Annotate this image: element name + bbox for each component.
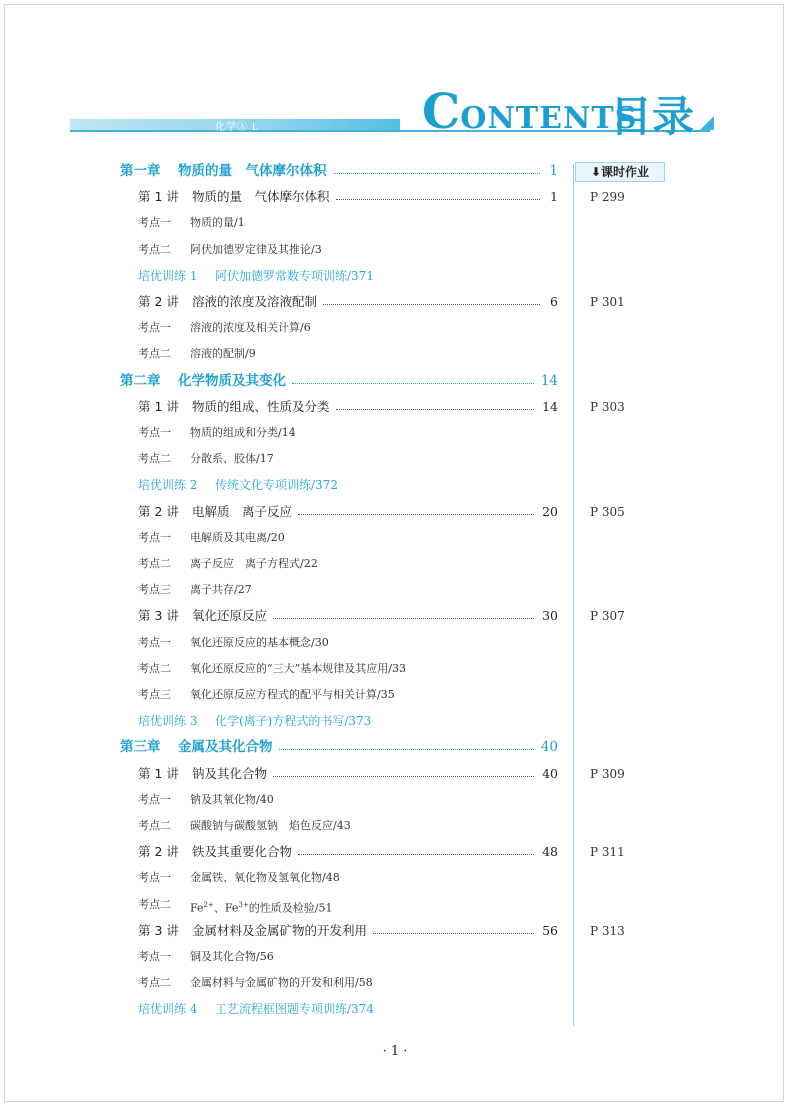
toc-label: 考点一 — [138, 321, 171, 335]
toc-row-train — [0, 998, 790, 1020]
toc-row-train — [0, 710, 790, 732]
toc-row-chapter — [0, 370, 790, 392]
toc-page-number: 1 — [550, 189, 558, 205]
toc-title: 阿伏加德罗常数专项训练/371 — [215, 268, 374, 283]
toc-row-train — [0, 474, 790, 496]
toc-label: 第 1 讲 — [138, 398, 179, 414]
ion-symbol: 、Fe — [213, 901, 239, 915]
toc-title: 金属材料及金属矿物的开发利用 — [192, 922, 368, 938]
ion-charge: 3+ — [238, 900, 249, 909]
homework-page: P 301 — [590, 295, 625, 309]
toc-row-kp — [0, 789, 790, 811]
toc-page-number: 40 — [542, 765, 558, 781]
toc-title: 溶液的浓度及溶液配制 — [192, 294, 318, 309]
toc-row-lesson — [0, 841, 790, 863]
toc-label: 培优训练 3 — [138, 714, 198, 729]
toc-label: 第 1 讲 — [138, 189, 179, 205]
toc-page-number: 14 — [542, 398, 558, 414]
toc-title: 物质的量 气体摩尔体积 — [178, 163, 327, 179]
toc-label: 第二章 — [120, 372, 161, 389]
toc-title: 物质的组成、性质及分类 — [192, 398, 330, 414]
dot-leader — [292, 383, 534, 384]
toc-title: 钠及其氧化物/40 — [190, 792, 274, 806]
toc-page-number: 30 — [542, 608, 558, 624]
toc-label: 培优训练 1 — [138, 268, 198, 283]
ion-symbol: Fe — [190, 901, 204, 915]
toc-row-kp — [0, 684, 790, 706]
page-number: · 1 · — [382, 1044, 408, 1059]
toc-label: 第 2 讲 — [138, 844, 179, 860]
toc-row-kp — [0, 422, 790, 444]
toc-title: 物质的组成和分类/14 — [190, 426, 296, 439]
toc-row-lesson — [0, 920, 790, 942]
dot-leader — [336, 199, 540, 200]
toc-title: 化学(离子)方程式的书写/373 — [215, 714, 372, 729]
contents-rest: ONTENTS — [460, 101, 638, 136]
dot-leader — [273, 776, 534, 777]
toc-row-kp — [0, 448, 790, 470]
toc-title: 阿伏加德罗定律及其推论/3 — [190, 242, 322, 256]
toc-page-number: 20 — [542, 503, 558, 519]
toc-row-chapter — [0, 736, 790, 758]
toc-row-kp — [0, 527, 790, 549]
toc-label: 第 3 讲 — [138, 922, 179, 938]
homework-page: P 303 — [590, 399, 625, 414]
toc-label: 考点二 — [138, 819, 171, 832]
toc-row-kp — [0, 212, 790, 234]
homework-page: P 307 — [590, 609, 625, 624]
toc-page-number: 56 — [542, 922, 558, 938]
toc-row-kp — [0, 343, 790, 365]
toc-label: 考点二 — [138, 347, 171, 361]
toc-row-lesson — [0, 763, 790, 785]
toc-row-kp — [0, 946, 790, 968]
toc-label: 第一章 — [120, 163, 161, 179]
toc-title: 电解质 离子反应 — [192, 503, 293, 519]
toc-row-train — [0, 265, 790, 287]
dot-leader — [323, 304, 540, 305]
toc-title: 氧化还原反应的“三大”基本规律及其应用/33 — [190, 661, 406, 675]
toc-label: 考点三 — [138, 688, 171, 701]
dot-leader — [298, 514, 534, 515]
toc-title: 金属材料与金属矿物的开发和利用/58 — [190, 976, 373, 990]
toc-row-lesson — [0, 291, 790, 313]
dot-leader — [273, 618, 534, 619]
toc-row-kp — [0, 867, 790, 889]
toc-page-number: 14 — [540, 372, 558, 389]
toc-title: 物质的量/1 — [190, 216, 245, 230]
toc-label: 考点一 — [138, 530, 171, 544]
toc-title: 氧化还原反应的基本概念/30 — [190, 635, 329, 649]
homework-page: P 299 — [590, 190, 625, 205]
toc-title: 离子反应 离子方程式/22 — [190, 557, 318, 570]
toc-title: 溶液的浓度及相关计算/6 — [190, 321, 311, 335]
toc-title — [190, 894, 332, 920]
toc-row-kp — [0, 894, 790, 916]
ion-charge: 2+ — [203, 900, 214, 909]
toc-title: 铁及其重要化合物 — [192, 844, 293, 860]
toc-row-lesson — [0, 501, 790, 523]
toc-page-number: 6 — [550, 294, 558, 309]
toc-row-chapter — [0, 160, 790, 182]
toc-row-kp — [0, 553, 790, 575]
toc-label: 考点二 — [138, 242, 171, 256]
toc-row-kp — [0, 579, 790, 601]
toc-label: 考点一 — [138, 792, 171, 806]
toc-title: 传统文化专项训练/372 — [215, 478, 338, 493]
toc-title: 钠及其化合物 — [192, 765, 268, 781]
toc-title: 化学物质及其变化 — [178, 372, 286, 389]
toc-row-kp — [0, 632, 790, 654]
toc-label: 第 1 讲 — [138, 765, 179, 781]
toc-label: 考点一 — [138, 871, 171, 885]
toc-label: 第三章 — [120, 739, 161, 756]
toc-label: 考点一 — [138, 426, 171, 439]
toc-label: 第 2 讲 — [138, 294, 179, 309]
toc-row-kp — [0, 972, 790, 994]
toc-row-kp — [0, 239, 790, 261]
toc-row-kp — [0, 317, 790, 339]
toc-title: 氧化还原反应 — [192, 608, 268, 624]
toc-title: 电解质及其电离/20 — [190, 530, 285, 544]
toc-title: 氧化还原反应方程式的配平与相关计算/35 — [190, 688, 395, 701]
toc-label: 考点二 — [138, 976, 171, 990]
mulu-title: 目录 — [610, 92, 695, 141]
toc-row-lesson — [0, 605, 790, 627]
toc-row-kp — [0, 658, 790, 680]
toc-label: 第 2 讲 — [138, 503, 179, 519]
homework-page: P 313 — [590, 923, 625, 938]
toc-title: 铜及其化合物/56 — [190, 950, 274, 963]
toc-title: 物质的量 气体摩尔体积 — [192, 189, 330, 205]
toc-label: 培优训练 4 — [138, 1002, 198, 1017]
dot-leader — [373, 933, 534, 934]
toc-title: 工艺流程框图题专项训练/374 — [215, 1002, 374, 1017]
toc-title: 分散系、胶体/17 — [190, 452, 274, 466]
dot-leader — [333, 173, 541, 174]
toc-row-lesson — [0, 186, 790, 208]
dot-leader — [336, 409, 534, 410]
toc-label: 培优训练 2 — [138, 478, 198, 493]
toc-title: 离子共存/27 — [190, 583, 252, 597]
toc-label: 第 3 讲 — [138, 608, 179, 624]
homework-label: 课时作业 — [601, 165, 650, 179]
toc-row-lesson — [0, 396, 790, 418]
toc-label: 考点二 — [138, 661, 171, 675]
toc-page-number: 48 — [542, 844, 558, 860]
subject-label: 化学Ⓐ L — [215, 122, 259, 133]
toc-label: 考点一 — [138, 635, 171, 649]
homework-page: P 305 — [590, 504, 625, 519]
toc-page-number: 40 — [540, 739, 558, 756]
toc-label: 考点一 — [138, 950, 171, 963]
toc-page-number: 1 — [549, 163, 558, 179]
toc-title: 碳酸钠与碳酸氢钠 焰色反应/43 — [190, 819, 351, 832]
homework-page: P 311 — [590, 845, 625, 860]
toc-title: 溶液的配制/9 — [190, 347, 256, 361]
toc-title: 金属铁、氧化物及氢氧化物/48 — [190, 871, 340, 885]
toc-label: 考点二 — [138, 897, 171, 911]
toc-title: 金属及其化合物 — [178, 739, 273, 756]
toc-label: 考点二 — [138, 557, 171, 570]
homework-tab: ⬇课时作业 — [575, 162, 665, 182]
toc-row-kp — [0, 815, 790, 837]
toc-label: 考点三 — [138, 583, 171, 597]
contents-cap: C — [422, 84, 461, 140]
toc-title-rest: 的性质及检验/51 — [248, 901, 333, 915]
dot-leader — [298, 854, 534, 855]
toc-label: 考点二 — [138, 452, 171, 466]
homework-page: P 309 — [590, 766, 625, 781]
toc-label: 考点一 — [138, 216, 171, 230]
dot-leader — [279, 749, 535, 750]
